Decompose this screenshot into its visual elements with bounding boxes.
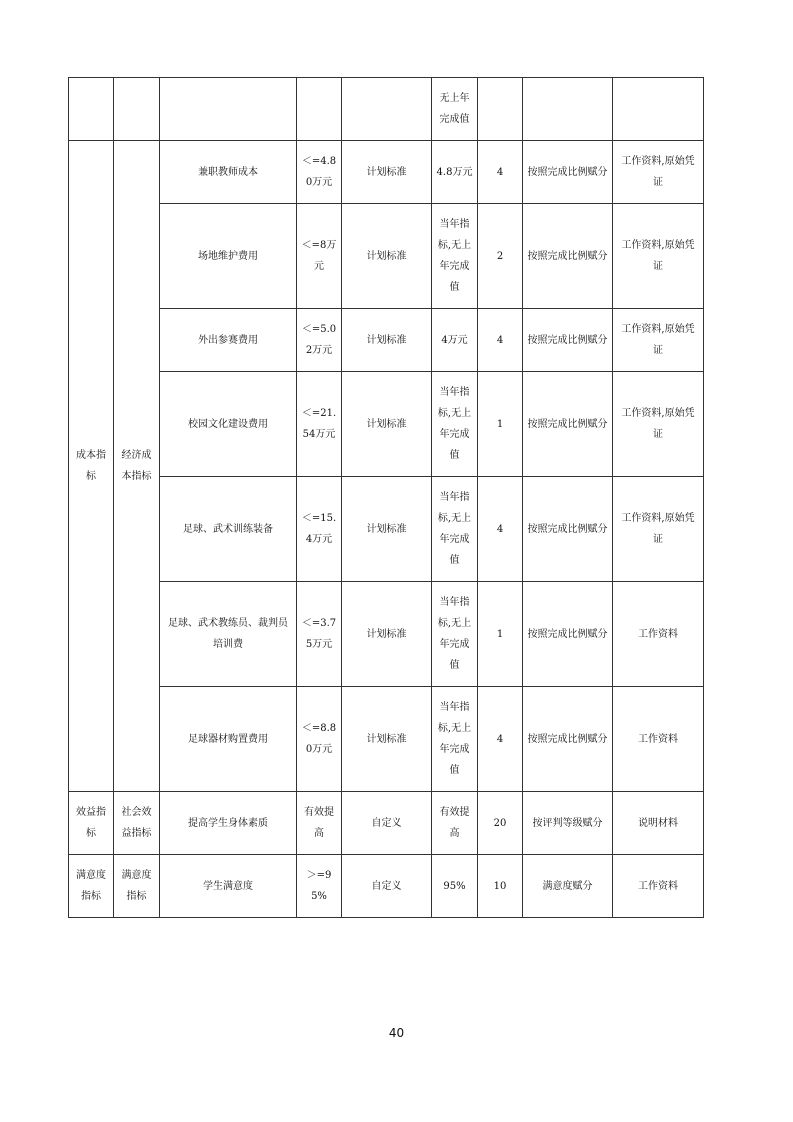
performance-indicator-table [68,77,704,918]
indicator-name: 提高学生身体素质 [160,792,297,855]
table-cell [523,78,613,141]
evidence-source: 说明材料 [613,792,704,855]
target-value: ＜=4.80万元 [297,141,342,204]
weight: 2 [478,204,523,309]
scoring-method: 按照完成比例赋分 [523,687,613,792]
table-row [69,141,704,204]
basis: 计划标准 [342,477,432,582]
reference-value-cell: 无上年完成值 [432,78,478,141]
basis: 计划标准 [342,141,432,204]
level2-indicator-satisfaction: 满意度指标 [114,855,160,918]
scoring-method: 按评判等级赋分 [523,792,613,855]
weight: 4 [478,309,523,372]
level1-indicator-cost: 成本指标 [69,141,114,792]
evidence-source: 工作资料 [613,687,704,792]
indicator-name: 兼职教师成本 [160,141,297,204]
reference-value: 当年指标,无上年完成值 [432,204,478,309]
reference-value: 当年指标,无上年完成值 [432,372,478,477]
indicator-name: 外出参赛费用 [160,309,297,372]
target-value: ＜=3.75万元 [297,582,342,687]
table-row [69,309,704,372]
reference-value: 当年指标,无上年完成值 [432,477,478,582]
indicator-name: 校园文化建设费用 [160,372,297,477]
basis: 计划标准 [342,204,432,309]
evidence-source: 工作资料,原始凭证 [613,204,704,309]
table-cell [342,78,432,141]
indicator-name: 学生满意度 [160,855,297,918]
table-row [69,792,704,855]
reference-value: 4万元 [432,309,478,372]
target-value: ＜=8万元 [297,204,342,309]
indicator-name: 场地维护费用 [160,204,297,309]
page-number: 40 [388,1026,405,1040]
reference-value: 4.8万元 [432,141,478,204]
level2-indicator-social-benefit: 社会效益指标 [114,792,160,855]
table-row [69,204,704,309]
target-value: ＞=95% [297,855,342,918]
target-value: 有效提高 [297,792,342,855]
evidence-source: 工作资料,原始凭证 [613,372,704,477]
level1-indicator-benefit: 效益指标 [69,792,114,855]
target-value: ＜=21.54万元 [297,372,342,477]
target-value: ＜=5.02万元 [297,309,342,372]
table-cell [160,78,297,141]
scoring-method: 按照完成比例赋分 [523,477,613,582]
weight: 1 [478,372,523,477]
evidence-source: 工作资料,原始凭证 [613,477,704,582]
weight: 4 [478,687,523,792]
basis: 计划标准 [342,309,432,372]
table-row [69,372,704,477]
scoring-method: 按照完成比例赋分 [523,204,613,309]
table-cell [478,78,523,141]
table-cell [297,78,342,141]
target-value: ＜=15.4万元 [297,477,342,582]
reference-value: 当年指标,无上年完成值 [432,582,478,687]
level1-indicator-satisfaction: 满意度指标 [69,855,114,918]
reference-value: 当年指标,无上年完成值 [432,687,478,792]
weight: 4 [478,477,523,582]
scoring-method: 满意度赋分 [523,855,613,918]
indicator-name: 足球器材购置费用 [160,687,297,792]
table-row [69,477,704,582]
indicator-name: 足球、武术教练员、裁判员培训费 [160,582,297,687]
table-row [69,855,704,918]
scoring-method: 按照完成比例赋分 [523,582,613,687]
scoring-method: 按照完成比例赋分 [523,372,613,477]
weight: 4 [478,141,523,204]
evidence-source: 工作资料 [613,582,704,687]
table-cell [613,78,704,141]
scoring-method: 按照完成比例赋分 [523,141,613,204]
basis: 计划标准 [342,687,432,792]
level2-indicator-economic-cost: 经济成本指标 [114,141,160,792]
table-row [69,582,704,687]
evidence-source: 工作资料,原始凭证 [613,309,704,372]
indicator-name: 足球、武术训练装备 [160,477,297,582]
weight: 20 [478,792,523,855]
table-row [69,78,704,141]
reference-value: 有效提高 [432,792,478,855]
basis: 计划标准 [342,372,432,477]
target-value: ＜=8.80万元 [297,687,342,792]
scoring-method: 按照完成比例赋分 [523,309,613,372]
reference-value: 95% [432,855,478,918]
basis: 计划标准 [342,582,432,687]
table-cell [114,78,160,141]
table-row [69,687,704,792]
evidence-source: 工作资料,原始凭证 [613,141,704,204]
evidence-source: 工作资料 [613,855,704,918]
weight: 10 [478,855,523,918]
basis: 自定义 [342,792,432,855]
basis: 自定义 [342,855,432,918]
weight: 1 [478,582,523,687]
table-cell [69,78,114,141]
